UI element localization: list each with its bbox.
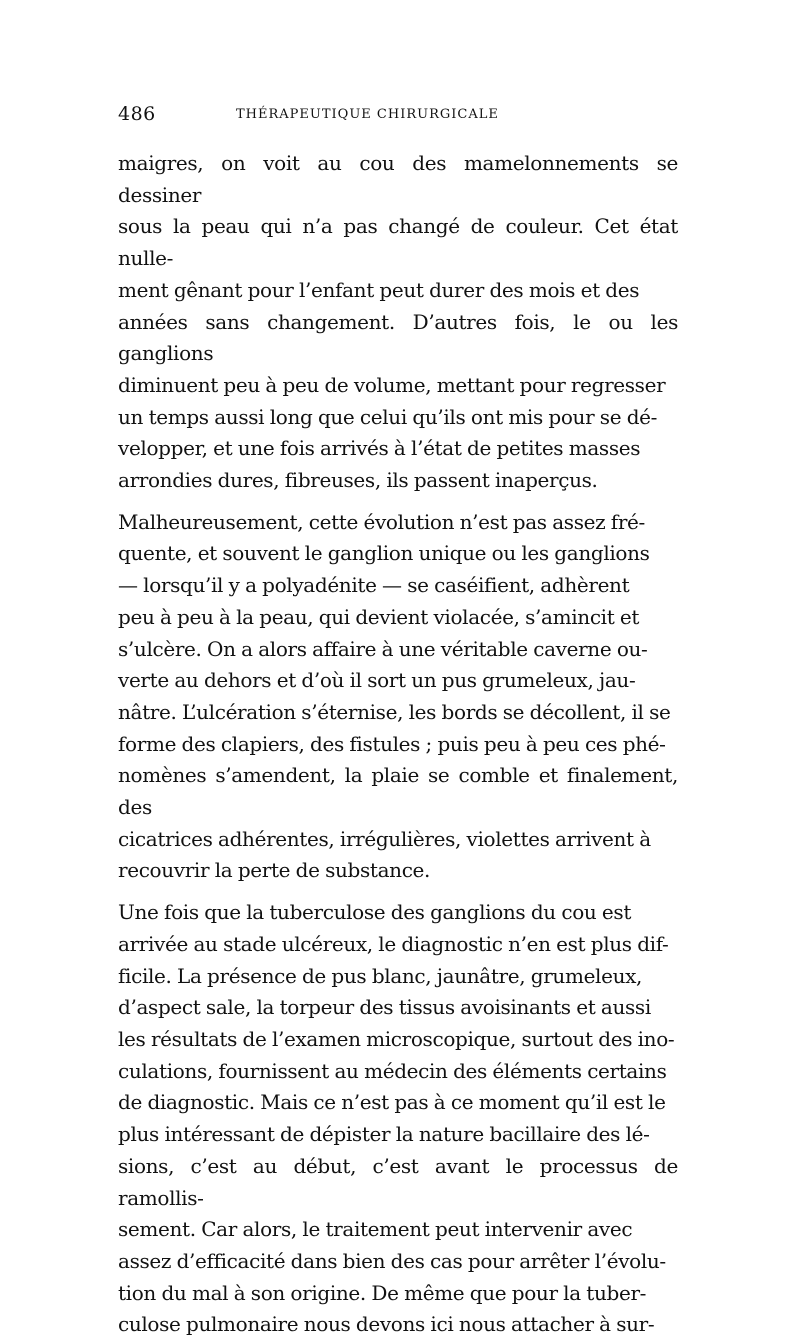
paragraph-1: maigres, on voit au cou des mamelonnements se dessiner sous la peau qui n’a pas changé de couleur. Cet état nulle- ment gênant pour l’enfant peut durer des mois et des années sans changement. D’autres fois, le ou les ganglions diminuent peu à peu de volume, mettant pour regresser un temps aussi long que celui qu’ils ont mis pour se dé- velopper, et une fois arrivés à l’état de petites masses arrondies dures, fibreuses, ils passent inaperçus. <box>118 151 678 493</box>
page-number: 486 <box>118 103 156 125</box>
running-title: THÉRAPEUTIQUE CHIRURGICALE <box>236 107 499 122</box>
running-head <box>118 103 678 129</box>
paragraph-2: Malheureusement, cette évolution n’est pas assez fré- quente, et souvent le ganglion unique ou les ganglions — lorsqu’il y a polyadénite — se caséifient, adhèrent peu à peu à la peau, qui devient violacée, s’amincit et s’ulcère. On a alors affaire à une véritable caverne ou- verte au dehors et d’où il sort un pus grumeleux, jau- nâtre. L’ulcération s’éternise, les bords se décollent, il se forme des clapiers, des fistules ; puis peu à peu ces phé- nomènes s’amendent, la plaie se comble et finalement, des cicatrices adhérentes, irrégulières, violettes arrivent à recouvrir la perte de substance. <box>118 509 678 883</box>
body-text <box>118 148 678 1341</box>
paragraph-3: Une fois que la tuberculose des ganglions du cou est arrivée au stade ulcéreux, le diagnostic n’en est plus dif- ficile. La présence de pus blanc, jaunâtre, grumeleux, d’aspect sale, la torpeur des tissus avoisinants et aussi les résultats de l’examen microscopique, surtout des ino- culations, fournissent au médecin des éléments certains de diagnostic. Mais ce n’est pas à ce moment qu’il est le plus intéressant de dépister la nature bacillaire des lé- sions, c’est au début, c’est avant le processus de ramollis- sement. Car alors, le traitement peut intervenir avec assez d’efficacité dans bien des cas pour arrêter l’évolu- tion du mal à son origine. De même que pour la tuber- culose pulmonaire nous devons ici nous attacher à sur- <box>118 900 678 1337</box>
